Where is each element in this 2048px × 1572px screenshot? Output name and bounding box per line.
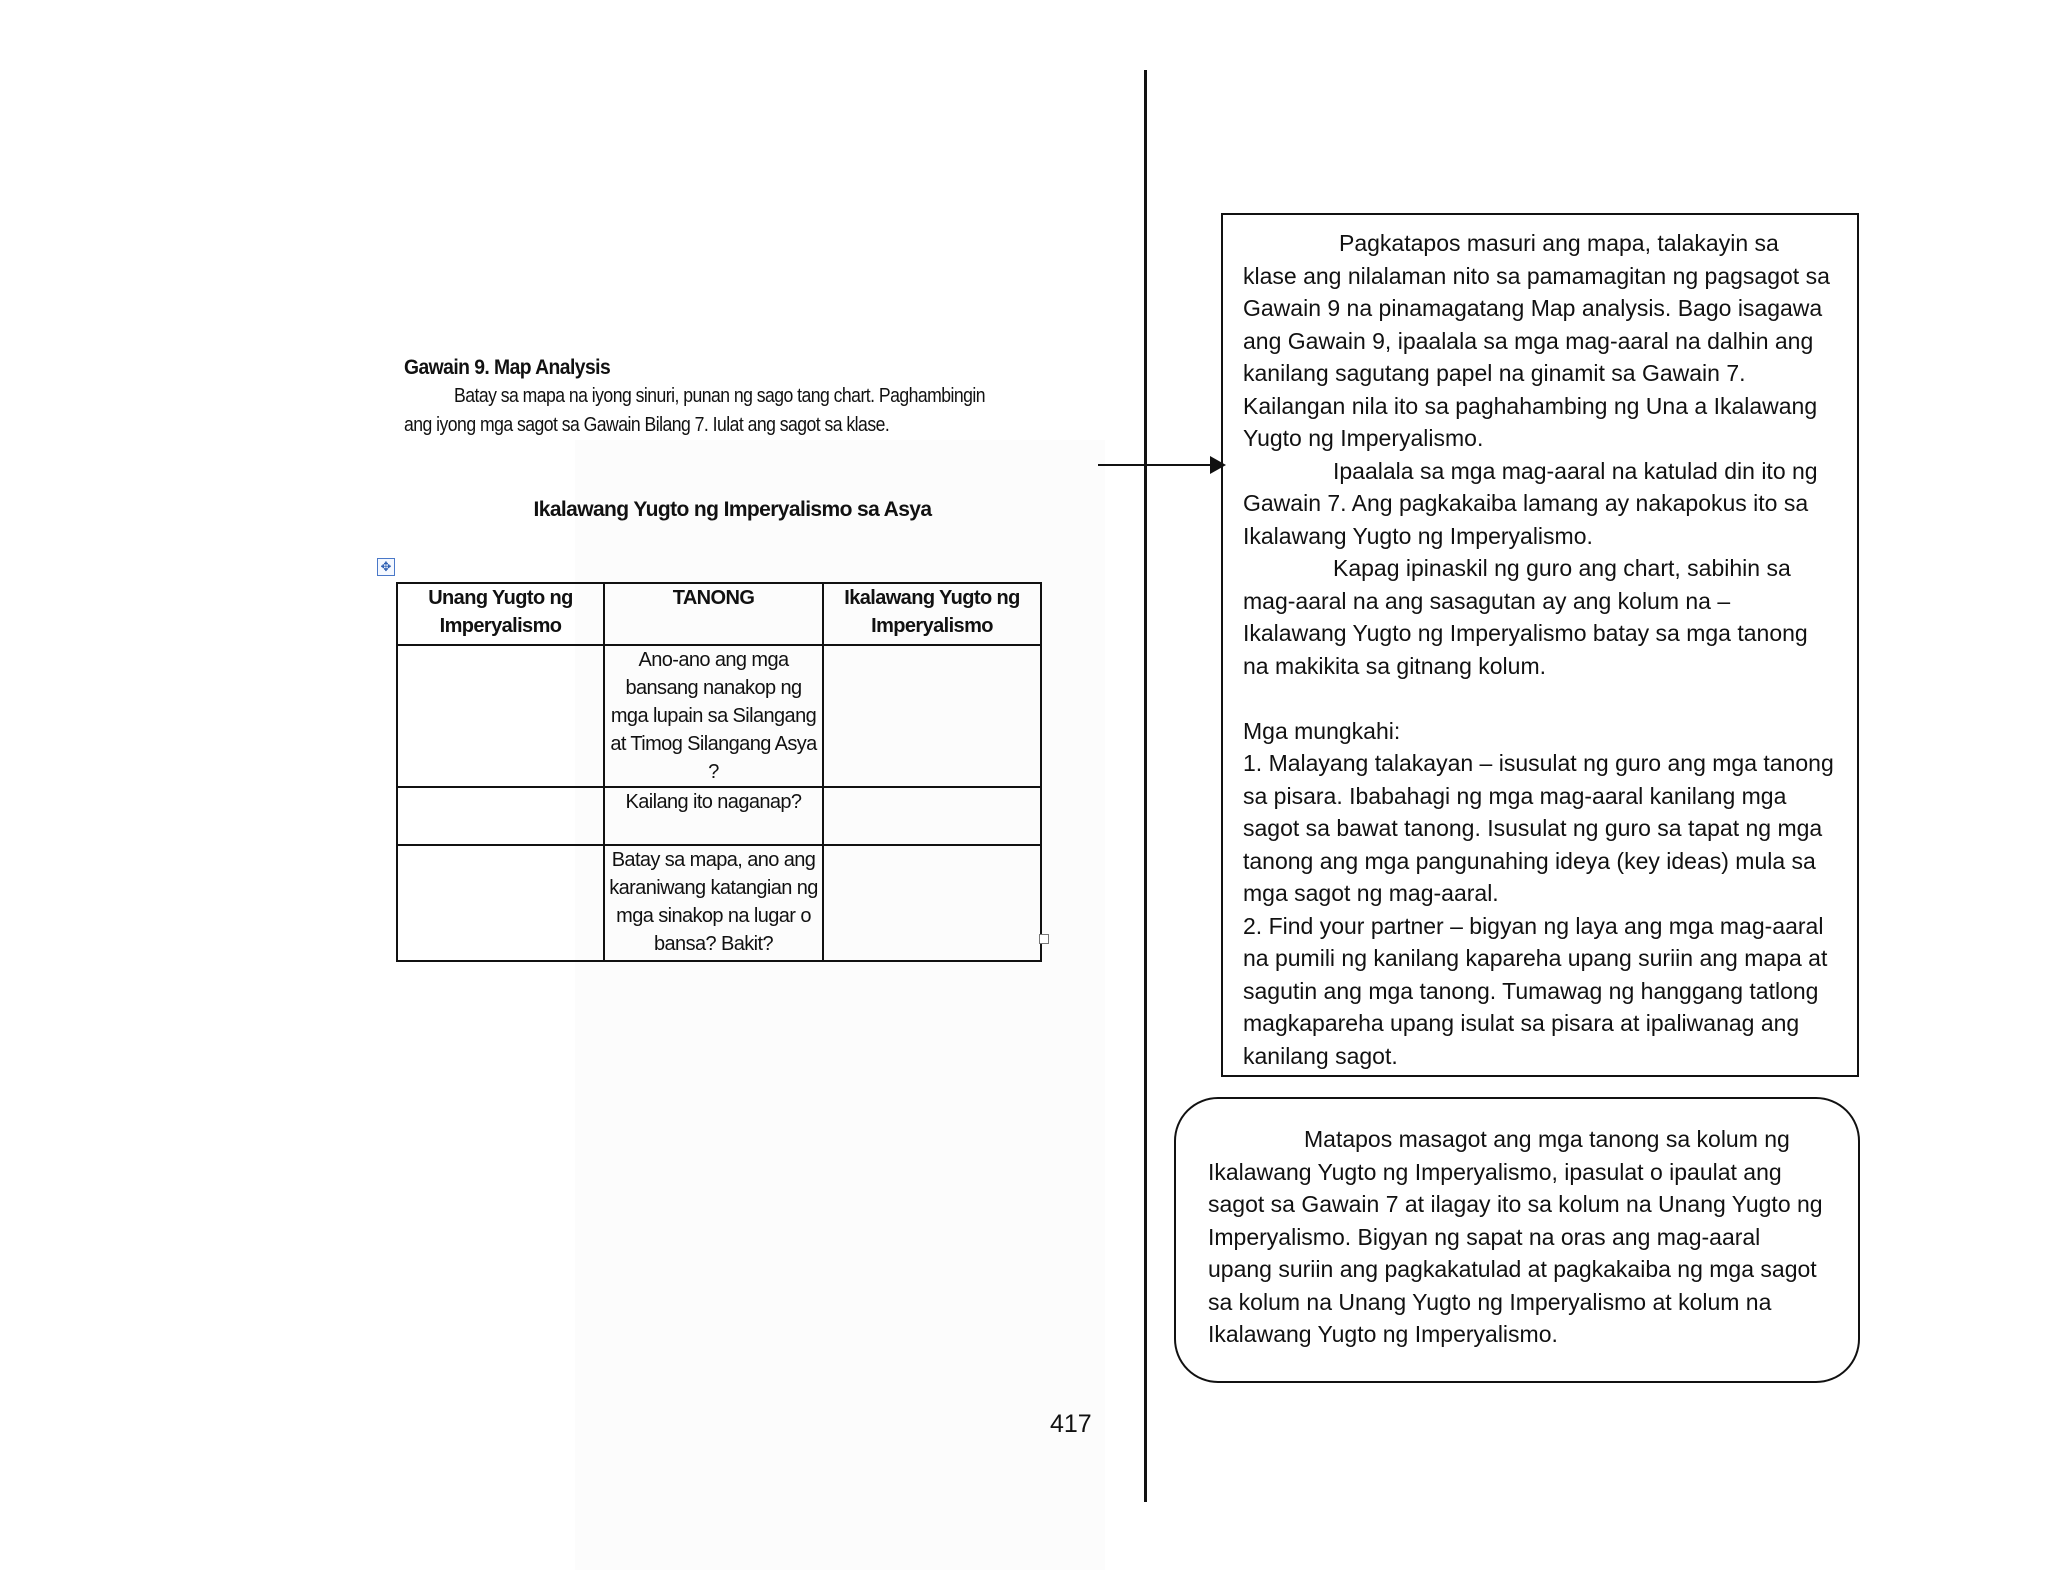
second-phase-cell[interactable] — [823, 845, 1041, 961]
notes-paragraph: Ipaalala sa mga mag-aaral na katulad din ito ng Gawain 7. Ang pagkakaiba lamang ay nakapokus ito sa Ikalawang Yugto ng Imperyalismo. — [1243, 457, 1818, 549]
page-divider — [1144, 70, 1147, 1502]
question-cell: Batay sa mapa, ano ang karaniwang katangian ng mga sinakop na lugar o bansa? Bakit? — [604, 845, 823, 961]
first-phase-cell[interactable] — [397, 645, 604, 787]
page-number: 417 — [1050, 1410, 1092, 1438]
table-row — [397, 645, 1041, 787]
table-move-handle-icon[interactable]: ✥ — [377, 558, 395, 576]
teacher-notes-box — [1221, 213, 1859, 1077]
notes-paragraph: Kapag ipinaskil ng guro ang chart, sabihin sa mag-aaral na ang sasagutan ay ang kolum na – Ikalawang Yugto ng Imperyalismo batay sa mga tanong na makikita sa gitnang kolum. — [1243, 555, 1808, 679]
suggestion-item: 1. Malayang talakayan – isusulat ng guro ang mga tanong sa pisara. Ibabahagi ng mga mag-aaral kanilang mga sagot sa bawat tanong. Isusulat ng guro sa tapat ng mga tanong ang mga pangunahing ideya (key ideas) mula sa mga sagot ng mag-aaral. — [1243, 750, 1834, 906]
analysis-table — [396, 582, 1042, 962]
suggestion-item: 2. Find your partner – bigyan ng laya ang mga mag-aaral na pumili ng kanilang kapareha upang suriin ang mapa at sagutin ang mga tanong. Tumawag ng hanggang tatlong magkapareha upang isulat sa pisara at ipaliwanag ang kanilang sagot. — [1243, 912, 1828, 1069]
first-phase-cell[interactable] — [397, 787, 604, 845]
table-title: Ikalawang Yugto ng Imperyalismo sa Asya — [533, 498, 932, 521]
suggestions-title: Mga mungkahi: — [1243, 717, 1401, 744]
notes-paragraph: Pagkatapos masuri ang mapa, talakayin sa klase ang nilalaman nito sa pamamagitan ng pagsagot sa Gawain 9 na pinamagatang Map analysis. Bago isagawa ang Gawain 9, ipaalala sa mga mag-aaral na dalhin ang kanilang sagutang papel na ginamit sa Gawain 7. Kailangan nila ito sa paghahambing ng Una a Ikalawang Yugto ng Imperyalismo. — [1243, 230, 1830, 451]
activity-title: Gawain 9. Map Analysis — [404, 356, 611, 379]
header-question: TANONG — [604, 583, 823, 645]
arrow-connector — [1098, 464, 1214, 466]
question-cell: Ano-ano ang mga bansang nanakop ng mga lupain sa Silangang at Timog Silangang Asya ? — [604, 645, 823, 787]
second-phase-cell[interactable] — [823, 645, 1041, 787]
table-row — [397, 845, 1041, 961]
activity-instructions-line-1: Batay sa mapa na iyong sinuri, punan ng sago tang chart. Paghambingin — [454, 385, 986, 407]
followup-text: Matapos masagot ang mga tanong sa kolum ng Ikalawang Yugto ng Imperyalismo, ipasulat o ipaulat ang sagot sa Gawain 7 at ilagay ito sa kolum na Unang Yugto ng Imperyalismo. Bigyan ng sapat na oras ang mag-aaral upang suriin ang pagkakatulad at pagkakaiba ng mga sagot sa kolum na Unang Yugto ng Imperyalismo at kolum na Ikalawang Yugto ng Imperyalismo. — [1208, 1126, 1823, 1347]
table-row — [397, 787, 1041, 845]
second-phase-cell[interactable] — [823, 787, 1041, 845]
header-first-phase: Unang Yugto ng Imperyalismo — [397, 583, 604, 645]
first-phase-cell[interactable] — [397, 845, 604, 961]
table-header-row — [397, 583, 1041, 645]
header-second-phase: Ikalawang Yugto ng Imperyalismo — [823, 583, 1041, 645]
activity-instructions-line-2: ang iyong mga sagot sa Gawain Bilang 7. Iulat ang sagot sa klase. — [404, 414, 890, 436]
table-resize-handle[interactable] — [1039, 934, 1049, 944]
question-cell: Kailang ito naganap? — [604, 787, 823, 845]
followup-box — [1174, 1097, 1860, 1383]
